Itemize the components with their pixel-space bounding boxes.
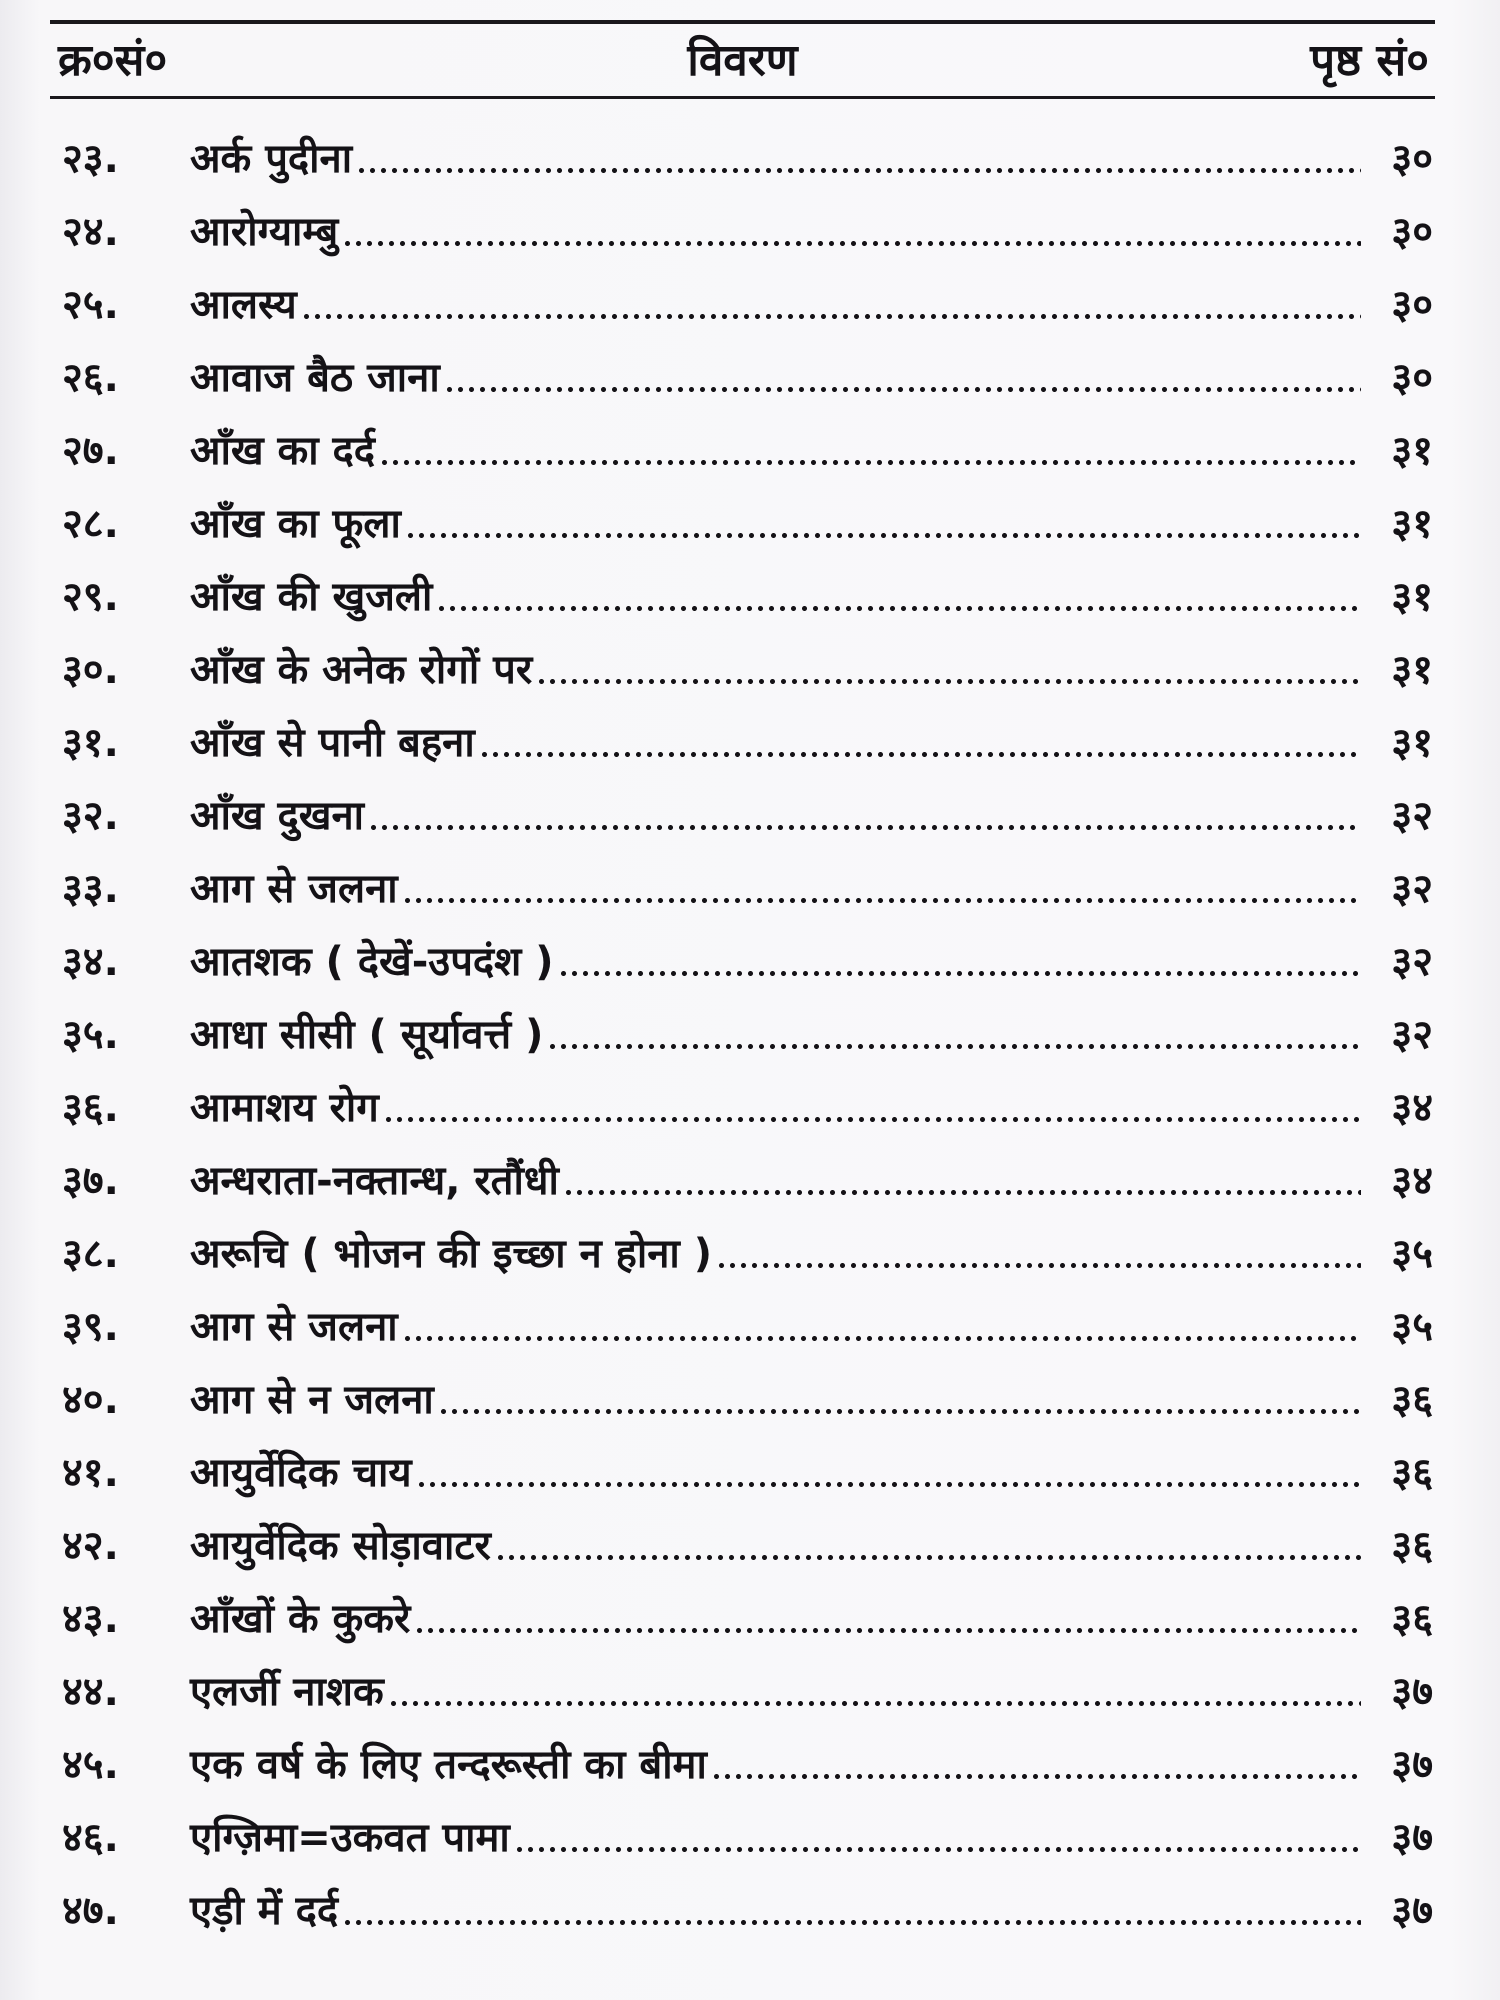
entry-title: आवाज बैठ जाना bbox=[190, 355, 440, 401]
dot-leader bbox=[444, 356, 1361, 396]
toc-entry bbox=[50, 485, 1435, 558]
toc-entry bbox=[50, 1361, 1435, 1434]
dot-leader bbox=[716, 1232, 1361, 1272]
entry-page-number: ३४ bbox=[1391, 1085, 1433, 1131]
entry-title: एक वर्ष के लिए तन्दरूस्ती का बीमा bbox=[190, 1742, 707, 1788]
toc-entry bbox=[50, 704, 1435, 777]
toc-entry bbox=[50, 339, 1435, 412]
entry-page-number: ३२ bbox=[1391, 1012, 1433, 1058]
entry-page-number: ३१ bbox=[1391, 720, 1433, 766]
entry-number: ४०. bbox=[62, 1377, 119, 1423]
entry-title: आँख की खुजली bbox=[190, 574, 433, 620]
entry-number: २६. bbox=[62, 355, 119, 401]
dot-leader bbox=[383, 1086, 1361, 1126]
entry-page-number: ३१ bbox=[1391, 428, 1433, 474]
toc-entry bbox=[50, 1799, 1435, 1872]
entry-page-number: ३७ bbox=[1391, 1742, 1433, 1788]
dot-leader bbox=[402, 867, 1361, 907]
entry-title: आग से न जलना bbox=[190, 1377, 434, 1423]
toc-entry bbox=[50, 1580, 1435, 1653]
toc-entry bbox=[50, 1726, 1435, 1799]
entry-page-number: ३७ bbox=[1391, 1815, 1433, 1861]
dot-leader bbox=[436, 575, 1361, 615]
entry-number: ४७. bbox=[62, 1888, 119, 1934]
entry-number: ४२. bbox=[62, 1523, 119, 1569]
dot-leader bbox=[558, 940, 1361, 980]
entry-number: ३५. bbox=[62, 1012, 119, 1058]
toc-entry bbox=[50, 631, 1435, 704]
dot-leader bbox=[563, 1159, 1361, 1199]
entry-number: ४६. bbox=[62, 1815, 119, 1861]
entry-page-number: ३० bbox=[1391, 282, 1433, 328]
entry-number: ३८. bbox=[62, 1231, 119, 1277]
entry-title: एग्ज़िमा=उकवत पामा bbox=[190, 1815, 510, 1861]
toc-entry bbox=[50, 1288, 1435, 1361]
entry-number: ३७. bbox=[62, 1158, 119, 1204]
toc-entry bbox=[50, 1434, 1435, 1507]
entry-title: आँख का फूला bbox=[190, 501, 401, 547]
entry-title: आँख दुखना bbox=[190, 793, 365, 839]
entry-page-number: ३७ bbox=[1391, 1669, 1433, 1715]
header-rule bbox=[50, 96, 1435, 99]
entry-title: आमाशय रोग bbox=[190, 1085, 379, 1131]
serial-column-header: क्र०सं० bbox=[58, 35, 168, 86]
entry-number: २७. bbox=[62, 428, 119, 474]
entry-page-number: ३५ bbox=[1391, 1231, 1433, 1277]
toc-entry bbox=[50, 1142, 1435, 1215]
toc-entry bbox=[50, 266, 1435, 339]
toc-entry bbox=[50, 1653, 1435, 1726]
entry-page-number: ३५ bbox=[1391, 1304, 1433, 1350]
dot-leader bbox=[536, 648, 1361, 688]
dot-leader bbox=[356, 137, 1361, 177]
entry-page-number: ३६ bbox=[1391, 1523, 1433, 1569]
toc-entry bbox=[50, 412, 1435, 485]
dot-leader bbox=[388, 1670, 1361, 1710]
entry-page-number: ३० bbox=[1391, 209, 1433, 255]
dot-leader bbox=[402, 1305, 1361, 1345]
entry-number: ३४. bbox=[62, 939, 119, 985]
dot-leader bbox=[342, 210, 1361, 250]
dot-leader bbox=[301, 283, 1361, 323]
toc-entry bbox=[50, 1069, 1435, 1142]
entry-title: आँख का दर्द bbox=[190, 428, 376, 474]
entry-title: आतशक ( देखें-उपदंश ) bbox=[190, 939, 554, 985]
top-rule bbox=[50, 20, 1435, 24]
entry-number: २३. bbox=[62, 136, 119, 182]
entry-number: ४४. bbox=[62, 1669, 119, 1715]
table-header bbox=[50, 30, 1435, 92]
toc-entry bbox=[50, 1507, 1435, 1580]
entry-title: आँखों के कुकरे bbox=[190, 1596, 411, 1642]
entry-title: एलर्जी नाशक bbox=[190, 1669, 384, 1715]
toc-entry bbox=[50, 923, 1435, 996]
entry-number: २८. bbox=[62, 501, 119, 547]
dot-leader bbox=[495, 1524, 1361, 1564]
toc-entry bbox=[50, 1872, 1435, 1945]
entry-number: ४१. bbox=[62, 1450, 119, 1496]
entry-number: ३२. bbox=[62, 793, 119, 839]
entry-title: आरोग्याम्बु bbox=[190, 209, 339, 255]
entry-page-number: ३२ bbox=[1391, 866, 1433, 912]
entry-number: २४. bbox=[62, 209, 119, 255]
entry-number: ४५. bbox=[62, 1742, 119, 1788]
entry-page-number: ३१ bbox=[1391, 647, 1433, 693]
entry-number: ३१. bbox=[62, 720, 119, 766]
entry-number: ३३. bbox=[62, 866, 119, 912]
toc-entry bbox=[50, 193, 1435, 266]
entry-title: आग से जलना bbox=[190, 1304, 398, 1350]
dot-leader bbox=[368, 794, 1361, 834]
entry-page-number: ३२ bbox=[1391, 793, 1433, 839]
dot-leader bbox=[416, 1451, 1361, 1491]
description-column-header: विवरण bbox=[687, 35, 798, 86]
toc-entry bbox=[50, 777, 1435, 850]
entry-page-number: ३६ bbox=[1391, 1596, 1433, 1642]
entry-page-number: ३२ bbox=[1391, 939, 1433, 985]
entry-title: आँख के अनेक रोगों पर bbox=[190, 647, 533, 693]
entry-title: अरूचि ( भोजन की इच्छा न होना ) bbox=[190, 1231, 713, 1277]
entry-number: ४३. bbox=[62, 1596, 119, 1642]
toc-entry bbox=[50, 558, 1435, 631]
dot-leader bbox=[711, 1743, 1361, 1783]
entry-title: आयुर्वेदिक चाय bbox=[190, 1450, 412, 1496]
entry-title: आग से जलना bbox=[190, 866, 398, 912]
entry-title: आँख से पानी बहना bbox=[190, 720, 475, 766]
toc-entry bbox=[50, 1215, 1435, 1288]
entry-page-number: ३६ bbox=[1391, 1377, 1433, 1423]
entry-number: ३०. bbox=[62, 647, 119, 693]
entry-title: एड़ी में दर्द bbox=[190, 1888, 339, 1934]
toc-entry bbox=[50, 120, 1435, 193]
entry-title: आयुर्वेदिक सोड़ावाटर bbox=[190, 1523, 491, 1569]
entry-title: आधा सीसी ( सूर्यावर्त्त ) bbox=[190, 1012, 544, 1058]
entry-number: ३६. bbox=[62, 1085, 119, 1131]
dot-leader bbox=[414, 1597, 1361, 1637]
entry-number: २९. bbox=[62, 574, 119, 620]
entry-title: अर्क पुदीना bbox=[190, 136, 353, 182]
dot-leader bbox=[514, 1816, 1361, 1856]
page-column-header: पृष्ठ सं० bbox=[1310, 35, 1429, 86]
entry-page-number: ३१ bbox=[1391, 501, 1433, 547]
dot-leader bbox=[547, 1013, 1361, 1053]
dot-leader bbox=[438, 1378, 1361, 1418]
entry-page-number: ३६ bbox=[1391, 1450, 1433, 1496]
entry-page-number: ३० bbox=[1391, 136, 1433, 182]
entry-number: ३९. bbox=[62, 1304, 119, 1350]
table-of-contents bbox=[50, 120, 1435, 1945]
entry-page-number: ३७ bbox=[1391, 1888, 1433, 1934]
dot-leader bbox=[379, 429, 1361, 469]
toc-entry bbox=[50, 996, 1435, 1069]
entry-page-number: ३१ bbox=[1391, 574, 1433, 620]
entry-title: अन्धराता-नक्तान्ध, रतौंधी bbox=[190, 1158, 559, 1204]
toc-entry bbox=[50, 850, 1435, 923]
entry-title: आलस्य bbox=[190, 282, 297, 328]
entry-page-number: ३० bbox=[1391, 355, 1433, 401]
dot-leader bbox=[479, 721, 1361, 761]
entry-number: २५. bbox=[62, 282, 119, 328]
dot-leader bbox=[405, 502, 1361, 542]
entry-page-number: ३४ bbox=[1391, 1158, 1433, 1204]
dot-leader bbox=[342, 1889, 1361, 1929]
